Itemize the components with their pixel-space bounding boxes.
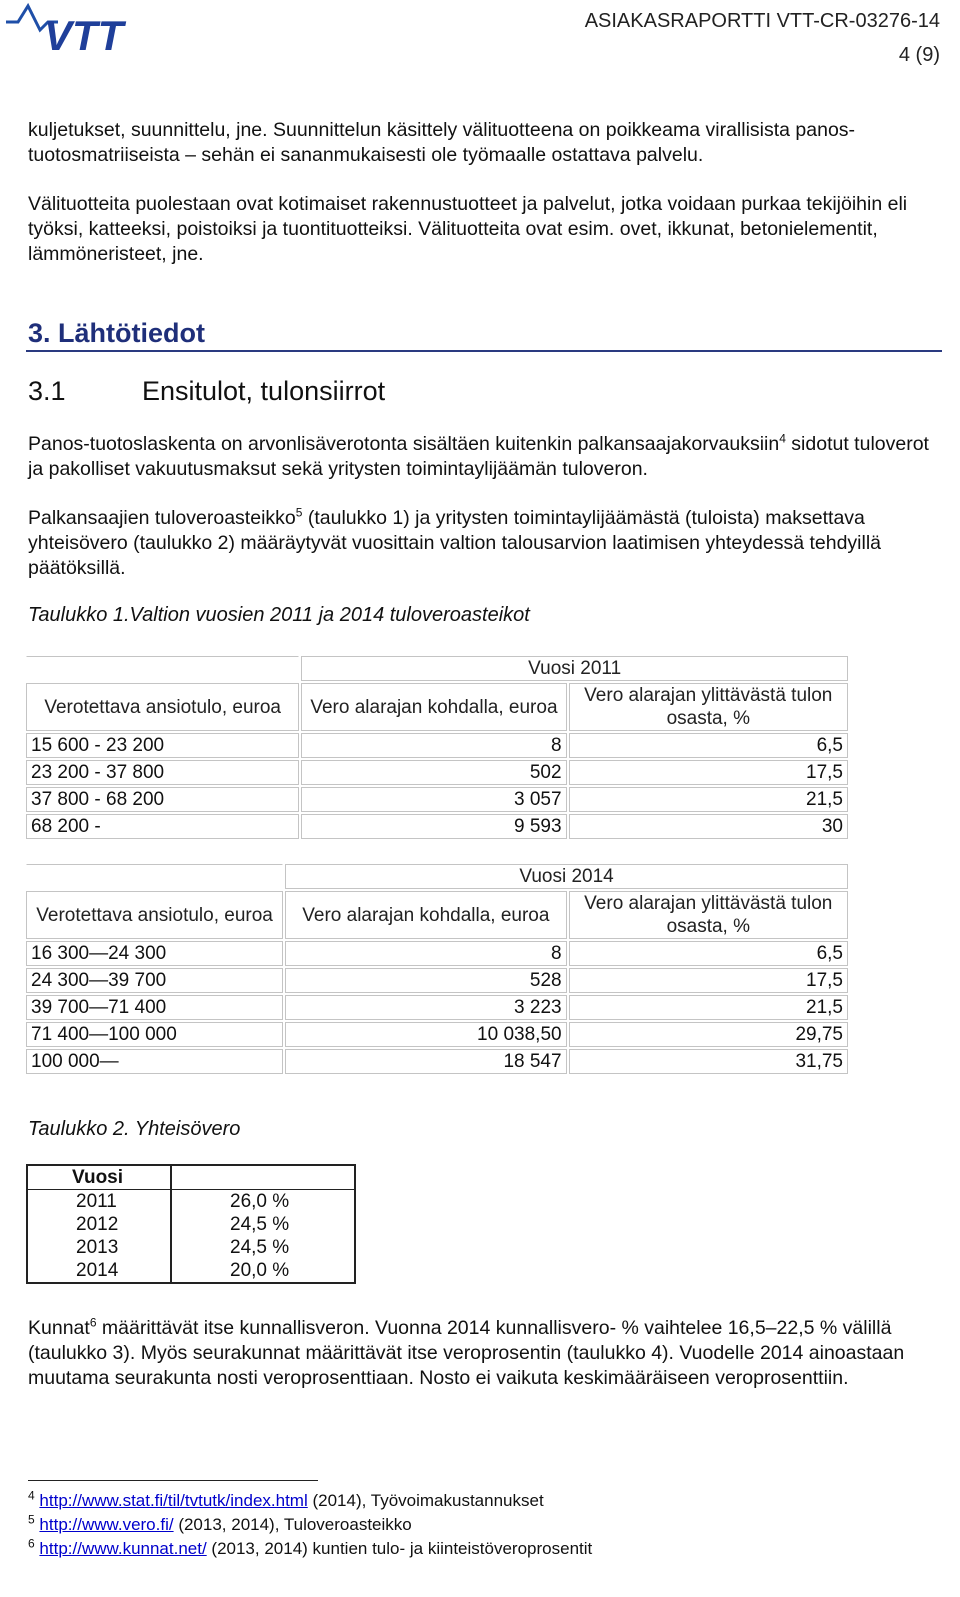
- section-heading: 3. Lähtötiedot: [28, 318, 205, 348]
- tax-table-2011: [24, 654, 850, 841]
- col-header-income: Verotettava ansiotulo, euroa: [26, 683, 299, 731]
- tax-value: 502: [301, 760, 566, 785]
- rate-value: 30: [569, 814, 848, 839]
- footnote-rule: [28, 1480, 318, 1481]
- footnote-number: 5: [28, 1512, 35, 1527]
- section-paragraph-2: [28, 506, 933, 581]
- tax-value: 528: [285, 968, 566, 993]
- rate-value: 21,5: [569, 787, 848, 812]
- section-paragraph-2-text-cont: (taulukko 1) ja yritysten toimintaylijäämästä (tuloista) maksettava yhteisövero (taulukko 2) määräytyvät vuosittain valtion talousarvion laatimisen yhteydessä tehdyillä päätöksillä.: [28, 507, 882, 579]
- year-header-2014: Vuosi 2014: [285, 864, 848, 889]
- corporate-rate-value: 20,0 %: [171, 1259, 355, 1283]
- footnote-ref-6[interactable]: 6: [89, 1315, 97, 1330]
- year-header-2011: Vuosi 2011: [301, 656, 848, 681]
- page-number: 4 (9): [898, 44, 940, 66]
- table-row: [26, 968, 848, 993]
- rate-value: 6,5: [569, 733, 848, 758]
- income-range: 15 600 - 23 200: [26, 733, 299, 758]
- table-row: [27, 1259, 355, 1283]
- tax-value: 8: [301, 733, 566, 758]
- vtt-logo-text: VTT: [44, 12, 124, 56]
- table-row: [27, 1213, 355, 1236]
- footnote-4: [28, 1490, 544, 1512]
- footnote-number: 4: [28, 1488, 35, 1503]
- rate-value: 17,5: [569, 760, 848, 785]
- table-row: [26, 1022, 848, 1047]
- income-range: 23 200 - 37 800: [26, 760, 299, 785]
- tax-value: 9 593: [301, 814, 566, 839]
- col-header-tax: Vero alarajan kohdalla, euroa: [301, 683, 566, 731]
- footnote-5: [28, 1514, 412, 1536]
- income-range: 16 300—24 300: [26, 941, 283, 966]
- table-row: [26, 1049, 848, 1074]
- rate-value: 29,75: [569, 1022, 848, 1047]
- rate-value: 6,5: [569, 941, 848, 966]
- year-value: 2012: [27, 1213, 171, 1236]
- income-range: 24 300—39 700: [26, 968, 283, 993]
- footnote-link[interactable]: http://www.kunnat.net/: [39, 1539, 207, 1558]
- col-header-tax: Vero alarajan kohdalla, euroa: [285, 891, 566, 939]
- intro-paragraph-1: kuljetukset, suunnittelu, jne. Suunnittelun käsittely välituotteena on poikkeama virallisista panos-tuotosmatriiseista – sehän ei sananmukaisesti ole työmaalle ostattava palvelu.: [28, 119, 856, 166]
- footnote-text: (2014), Työvoimakustannukset: [307, 1491, 544, 1510]
- footnote-ref-5[interactable]: 5: [295, 505, 303, 520]
- table-cell-empty: [26, 864, 283, 889]
- tax-value: 3 057: [301, 787, 566, 812]
- section-paragraph-2-text: Palkansaajien tuloveroasteikko: [28, 507, 296, 529]
- income-range: 39 700—71 400: [26, 995, 283, 1020]
- rate-value: 21,5: [569, 995, 848, 1020]
- table2-caption: Taulukko 2. Yhteisövero: [28, 1118, 241, 1140]
- table-row: [27, 1236, 355, 1259]
- section-paragraph-1: [28, 432, 933, 482]
- footnote-text: (2013, 2014), Tuloveroasteikko: [173, 1515, 412, 1534]
- footnote-link[interactable]: http://www.vero.fi/: [39, 1515, 174, 1534]
- report-id: ASIAKASRAPORTTI VTT-CR-03276-14: [584, 10, 940, 32]
- subsection-title: Ensitulot, tulonsiirrot: [142, 376, 386, 406]
- table-row: [26, 787, 848, 812]
- section-heading-rule: [26, 350, 942, 352]
- footnote-ref-4[interactable]: 4: [779, 431, 786, 446]
- footnote-6: [28, 1538, 592, 1560]
- closing-paragraph-text: Kunnat: [28, 1317, 90, 1339]
- tax-table-2014: [24, 862, 850, 1076]
- subsection-number: 3.1: [28, 376, 66, 406]
- table-row: [26, 760, 848, 785]
- income-range: 68 200 -: [26, 814, 299, 839]
- col-header-income: Verotettava ansiotulo, euroa: [26, 891, 283, 939]
- table-row: [26, 995, 848, 1020]
- table-row: [26, 814, 848, 839]
- section-paragraph-1-text: Panos-tuotoslaskenta on arvonlisäverotonta sisältäen kuitenkin palkansaajakorvauksiin: [28, 433, 780, 455]
- year-value: 2013: [27, 1236, 171, 1259]
- tax-value: 10 038,50: [285, 1022, 566, 1047]
- subsection-heading: [28, 376, 386, 407]
- footnote-link[interactable]: http://www.stat.fi/til/tvtutk/index.html: [39, 1491, 308, 1510]
- year-value: 2011: [27, 1190, 171, 1213]
- col-header-year: Vuosi: [27, 1165, 171, 1190]
- table-row: [26, 733, 848, 758]
- table-row: [26, 941, 848, 966]
- table1-caption: Taulukko 1.Valtion vuosien 2011 ja 2014 tuloveroasteikot: [28, 604, 530, 626]
- table-cell-empty: [171, 1165, 355, 1190]
- footnote-number: 6: [28, 1536, 35, 1551]
- corporate-rate-value: 24,5 %: [171, 1236, 355, 1259]
- tax-value: 3 223: [285, 995, 566, 1020]
- corporate-rate-value: 26,0 %: [171, 1190, 355, 1213]
- section-paragraph-1-text-cont: sidotut tuloverot ja pakolliset vakuutusmaksut sekä yritysten toimintaylijäämän tuloveron.: [28, 433, 929, 480]
- corporate-tax-table: [26, 1164, 356, 1284]
- footnote-text: (2013, 2014) kuntien tulo- ja kiinteistöveroprosentit: [206, 1539, 593, 1558]
- tax-value: 18 547: [285, 1049, 566, 1074]
- col-header-rate: Vero alarajan ylittävästä tulon osasta, %: [569, 683, 848, 731]
- intro-paragraph-2: Välituotteita puolestaan ovat kotimaiset rakennustuotteet ja palvelut, jotka voidaan purkaa tekijöihin eli työksi, katteeksi, poistoiksi ja tuontituotteiksi. Välituotteita ovat esim. ovet, ikkunat, betonielementit, lämmöneristeet, jne.: [28, 193, 908, 265]
- col-header-rate: Vero alarajan ylittävästä tulon osasta, %: [569, 891, 848, 939]
- income-range: 37 800 - 68 200: [26, 787, 299, 812]
- income-range: 71 400—100 000: [26, 1022, 283, 1047]
- closing-paragraph: [28, 1316, 933, 1391]
- table-cell-empty: [26, 656, 299, 681]
- table-row: [27, 1190, 355, 1213]
- vtt-logo: [6, 0, 158, 61]
- corporate-rate-value: 24,5 %: [171, 1213, 355, 1236]
- income-range: 100 000—: [26, 1049, 283, 1074]
- rate-value: 17,5: [569, 968, 848, 993]
- closing-paragraph-text-cont: määrittävät itse kunnallisveron. Vuonna 2014 kunnallisvero- % vaihtelee 16,5–22,5 % välillä (taulukko 3). Myös seurakunnat määrittävät itse veroprosentin (taulukko 4). Vuodelle 2014 ainoastaan muutama seurakunta nosti veroprosenttiaan. Nosto ei vaikuta keskimääräiseen veroprosenttiin.: [28, 1317, 905, 1389]
- year-value: 2014: [27, 1259, 171, 1283]
- tax-value: 8: [285, 941, 566, 966]
- rate-value: 31,75: [569, 1049, 848, 1074]
